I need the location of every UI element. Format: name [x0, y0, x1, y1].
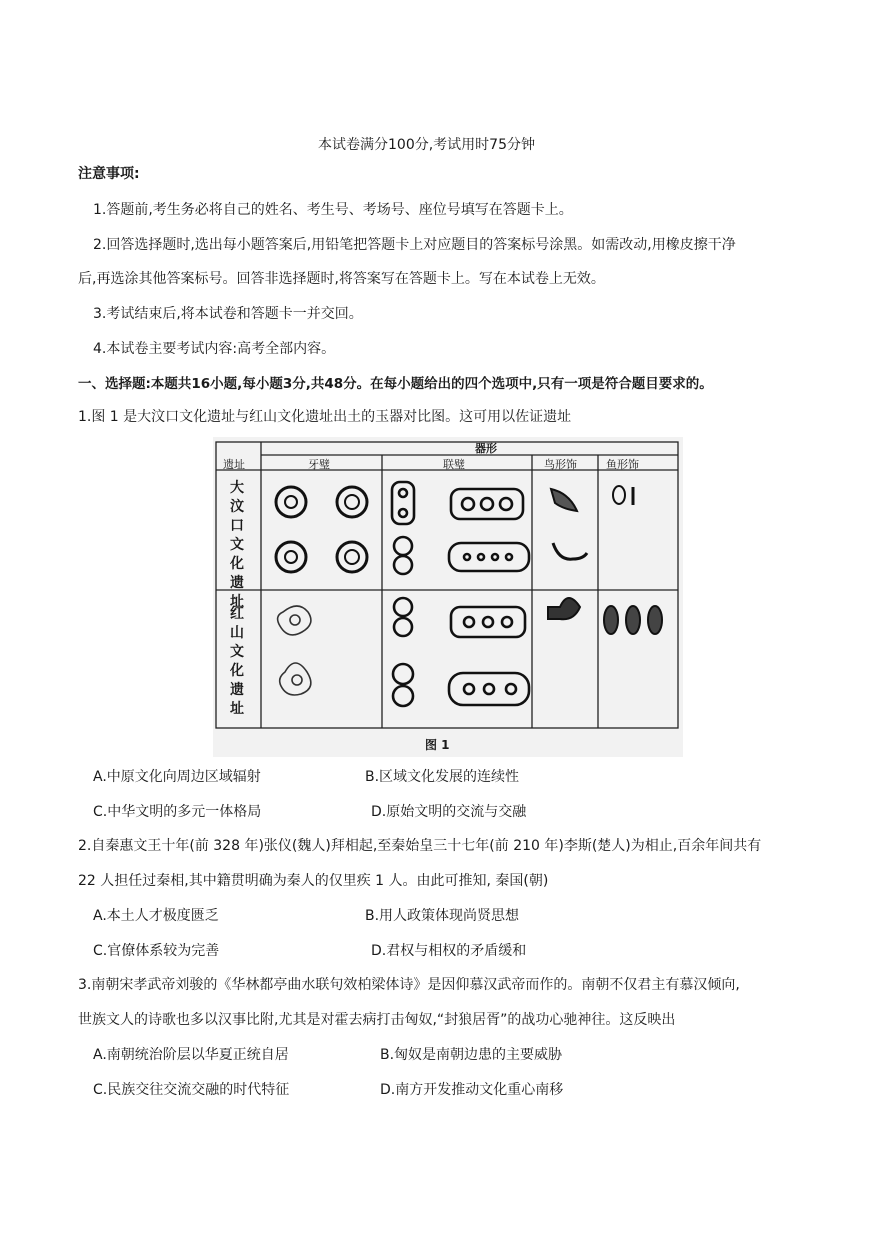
- notice-item: 4.本试卷主要考试内容:高考全部内容。: [93, 341, 336, 357]
- question-3-stem: 世族文人的诗歌也多以汉事比附,尤其是对霍去病打击匈奴,“封狼居胥”的战功心驰神往。这反映出: [78, 1012, 676, 1028]
- notice-item: 2.回答选择题时,选出每小题答案后,用铅笔把答题卡上对应题目的答案标号涂黑。如需改动,用橡皮擦干净: [93, 237, 736, 253]
- notice-item: 3.考试结束后,将本试卷和答题卡一并交回。: [93, 306, 363, 322]
- figure-col-label: 牙璧: [308, 458, 330, 471]
- figure-caption: 图 1: [425, 738, 450, 752]
- question-3-option-b[interactable]: B.匈奴是南朝边患的主要威胁: [380, 1047, 563, 1063]
- section-heading: 一、选择题:本题共16小题,每小题3分,共48分。在每小题给出的四个选项中,只有一项是符合题目要求的。: [78, 376, 713, 392]
- notice-title: 注意事项:: [78, 166, 140, 182]
- question-2-option-c[interactable]: C.官僚体系较为完善: [93, 943, 220, 959]
- figure-1-jade-comparison: [213, 437, 683, 757]
- figure-col-label: 鱼形饰: [606, 458, 639, 471]
- question-1-option-c[interactable]: C.中华文明的多元一体格局: [93, 804, 262, 820]
- figure-col-label: 鸟形饰: [544, 458, 577, 471]
- question-2-stem: 2.自秦惠文王十年(前 328 年)张仪(魏人)拜相起,至秦始皇三十七年(前 210 年)李斯(楚人)为相止,百余年间共有: [78, 838, 762, 854]
- question-1-stem: 1.图 1 是大汶口文化遗址与红山文化遗址出土的玉器对比图。这可用以佐证遗址: [78, 409, 572, 425]
- question-1-option-d[interactable]: D.原始文明的交流与交融: [371, 804, 527, 820]
- question-1-option-a[interactable]: A.中原文化向周边区域辐射: [93, 769, 261, 785]
- figure-row-label: 红山文化遗址: [230, 606, 244, 717]
- question-2-stem: 22 人担任过秦相,其中籍贯明确为秦人的仅里疾 1 人。由此可推知, 秦国(朝): [78, 873, 549, 889]
- question-2-option-a[interactable]: A.本土人才极度匮乏: [93, 908, 219, 924]
- question-3-option-c[interactable]: C.民族交往交流交融的时代特征: [93, 1082, 290, 1098]
- figure-col-site: 遗址: [223, 458, 245, 471]
- figure-col-label: 联璧: [443, 458, 465, 471]
- question-3-stem: 3.南朝宋孝武帝刘骏的《华林都亭曲水联句效柏梁体诗》是因仰慕汉武帝而作的。南朝不仅君主有慕汉倾向,: [78, 977, 740, 993]
- exam-header: 本试卷满分100分,考试用时75分钟: [318, 137, 535, 153]
- jade-table-drawing: [213, 437, 683, 757]
- question-3-option-d[interactable]: D.南方开发推动文化重心南移: [380, 1082, 564, 1098]
- notice-item: 1.答题前,考生务必将自己的姓名、考生号、考场号、座位号填写在答题卡上。: [93, 202, 573, 218]
- question-2-option-d[interactable]: D.君权与相权的矛盾缓和: [371, 943, 527, 959]
- figure-header-group: 器形: [475, 442, 497, 455]
- question-2-option-b[interactable]: B.用人政策体现尚贤思想: [365, 908, 520, 924]
- notice-item: 后,再选涂其他答案标号。回答非选择题时,将答案写在答题卡上。写在本试卷上无效。: [78, 271, 605, 287]
- question-3-option-a[interactable]: A.南朝统治阶层以华夏正统自居: [93, 1047, 289, 1063]
- figure-row-label: 大汶口文化遗址: [230, 480, 244, 610]
- question-1-option-b[interactable]: B.区域文化发展的连续性: [365, 769, 520, 785]
